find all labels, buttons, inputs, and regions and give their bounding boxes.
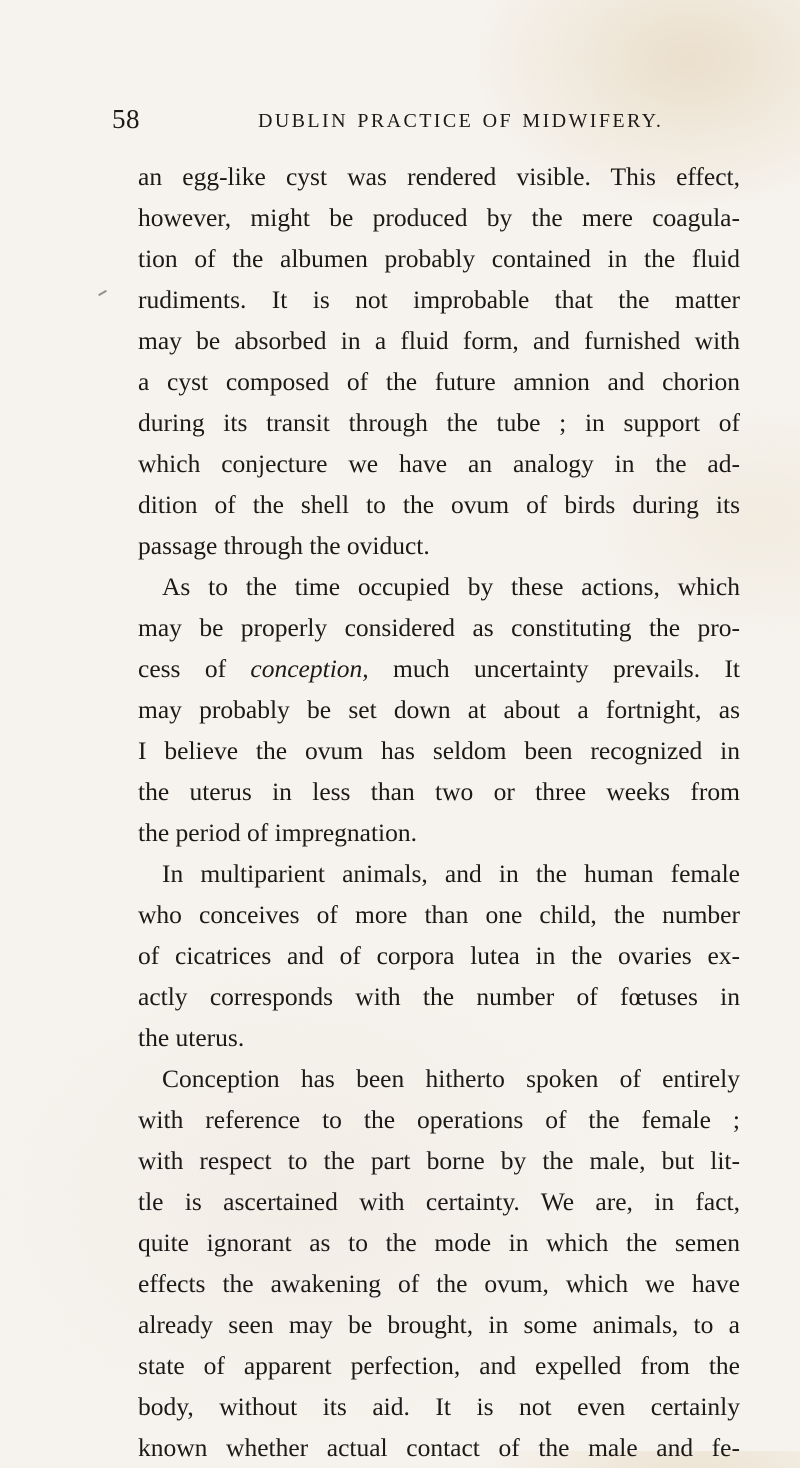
text-line: body, without its aid. It is not even certainly xyxy=(138,1392,740,1421)
text-line: passage through the oviduct. xyxy=(138,531,430,560)
paragraph-start: In multiparient animals, and in the human female xyxy=(162,859,740,888)
paragraph-start: Conception has been hitherto spoken of entirely xyxy=(162,1064,740,1093)
running-title: DUBLIN PRACTICE OF MIDWIFERY. xyxy=(258,110,664,132)
text-line: known whether actual contact of the male and fe- xyxy=(138,1433,740,1462)
text-line: state of apparent perfection, and expelled from the xyxy=(138,1351,740,1380)
text-line: the uterus in less than two or three weeks from xyxy=(138,777,740,806)
text-line: actly corresponds with the number of fœtuses in xyxy=(138,982,740,1011)
text-line: effects the awakening of the ovum, which we have xyxy=(138,1269,740,1298)
text-line: during its transit through the tube ; in support of xyxy=(138,408,740,437)
text-line: with respect to the part borne by the male, but lit- xyxy=(138,1146,740,1175)
text-line: the period of impregnation. xyxy=(138,818,418,847)
text-line: quite ignorant as to the mode in which the semen xyxy=(138,1228,740,1257)
text-line: an egg-like cyst was rendered visible. This effect, xyxy=(138,162,740,191)
text-line xyxy=(138,648,740,689)
text-line: may probably be set down at about a fortnight, as xyxy=(138,695,740,724)
text-line: I believe the ovum has seldom been recognized in xyxy=(138,736,740,765)
text-line: of cicatrices and of corpora lutea in the ovaries ex- xyxy=(138,941,740,970)
text-segment: cess of xyxy=(138,654,227,683)
running-head xyxy=(112,101,712,137)
page-number: 58 xyxy=(112,104,140,134)
text-line: who conceives of more than one child, the number xyxy=(138,900,740,929)
text-line: tle is ascertained with certainty. We are, in fact, xyxy=(138,1187,740,1216)
text-line: the uterus. xyxy=(138,1023,245,1052)
italic-term: conception, xyxy=(250,654,369,683)
text-line: tion of the albumen probably contained in the fluid xyxy=(138,244,740,273)
text-line: already seen may be brought, in some animals, to a xyxy=(138,1310,740,1339)
text-line: may be absorbed in a fluid form, and furnished with xyxy=(138,326,740,355)
text-line: with reference to the operations of the female ; xyxy=(138,1105,740,1134)
text-line: however, might be produced by the mere coagula- xyxy=(138,203,740,232)
body-text xyxy=(138,156,740,1468)
margin-mark xyxy=(98,290,107,296)
paragraph-start: As to the time occupied by these actions, which xyxy=(162,572,740,601)
text-line: a cyst composed of the future amnion and chorion xyxy=(138,367,740,396)
text-line: which conjecture we have an analogy in the ad- xyxy=(138,449,740,478)
text-line: rudiments. It is not improbable that the matter xyxy=(138,285,740,314)
text-line: may be properly considered as constituting the pro- xyxy=(138,613,740,642)
text-segment: much uncertainty prevails. It xyxy=(393,654,741,683)
text-line: dition of the shell to the ovum of birds during its xyxy=(138,490,740,519)
